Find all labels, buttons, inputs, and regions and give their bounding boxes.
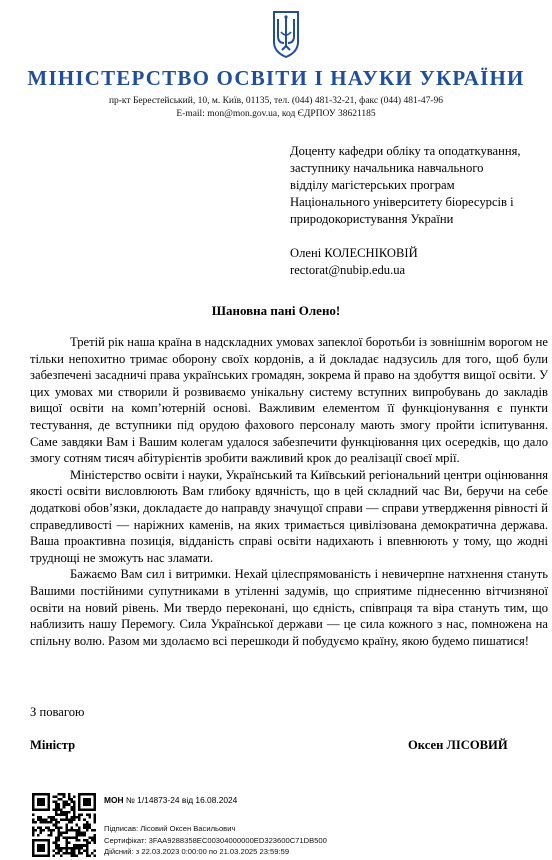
body-paragraph: Бажаємо Вам сил і витримки. Нехай цілеспрямованість і невичерпне натхнення стануть Вашими постійними супутниками в утіленні задумів, що сприятиме піднесенню вітчизняної освіти на новий рівень. Ми твердо переконані, що єдність, співпраця та віра стануть тим, що наблизить нашу Перемогу. Сила Української держави — це сила кожного з нас, помножена на спільну волю. Разом ми здолаємо всі перешкоди й побудуємо країну, якою будемо пишатися! xyxy=(30,567,548,648)
regards: З повагою xyxy=(30,705,85,719)
letter-body xyxy=(30,334,548,649)
qr-code-icon xyxy=(32,793,96,857)
recipient-email: rectorat@nubip.edu.ua xyxy=(290,263,406,277)
body-paragraph: Міністерство освіти і науки, Український та Київський регіональний центри оцінювання якості освіти висловлюють Вам глибоку вдячність, що в цей складний час Ви, беручи на себе додаткові обов’язки, докладаєте до направду значущої справи — справи утвердження рівності й справедливості — наріжних каменів, на яких тримається цивілізована демократична держава. Ваша проактивна позиція, відданість справі освіти надихають і впевнюють у тому, що жодні труднощі не зможуть нас зламати. xyxy=(30,467,548,565)
recipient-name: Олені КОЛЕСНІКОВІЙ xyxy=(290,246,418,260)
registration-number xyxy=(104,795,237,805)
recipient-block xyxy=(290,143,550,279)
digital-signature-block xyxy=(104,823,327,858)
signatory-title: Міністр xyxy=(30,738,76,752)
contact-line: E-mail: mon@mon.gov.ua, код ЄДРПОУ 38621185 xyxy=(176,109,376,119)
signed-by: Підписав: Лісовий Оксен Васильович xyxy=(104,824,236,833)
validity: Дійсний: з 22.03.2023 0:00:00 по 21.03.2025 23:59:59 xyxy=(104,847,290,856)
reg-number: № 1/14873-24 від 16.08.2024 xyxy=(125,795,238,805)
address-line: пр-кт Берестейський, 10, м. Київ, 01135, тел. (044) 481-32-21, факс (044) 481-47-96 xyxy=(108,96,444,106)
salutation: Шановна пані Олено! xyxy=(211,303,341,318)
ministry-name: МІНІСТЕРСТВО ОСВІТИ І НАУКИ УКРАЇНИ xyxy=(27,66,525,90)
trident-coat-of-arms-icon xyxy=(272,10,300,58)
recipient-line: заступнику начальника навчального xyxy=(290,161,484,175)
certificate: Сертифікат: 3FAA9288358EC00304000000ED323600C71DB500 xyxy=(104,835,327,845)
recipient-line: Доценту кафедри обліку та оподаткування, xyxy=(290,144,521,158)
body-paragraph: Третій рік наша країна в надскладних умовах запеклої боротьби із зовнішнім ворогом не тільки непохитно тримає оборону своїх кордонів, а й докладає надзусиль для того, щоб були забезпечені засадничі права українських громадян, зокрема й право на здобуття вищої освіти. У цих умовах ми створили й розвиваємо унікальну систему вступних випробувань до закладів вищої освіти на комп’ютерній основі. Важливим елементом її функціонування є пункти тестування, де вступники під орудою фахового персоналу мають змогу пройти іспитування. Саме завдяки Вам і Вашим колегам удалося забезпечити функціювання цих осередків, що дало змогу сотням тисяч абітурієнтів зробити важливий крок до реалізації своєї мрії. xyxy=(30,335,548,466)
org-code: МОН xyxy=(104,795,124,805)
recipient-line: природокористування України xyxy=(290,212,454,226)
signatory-name: Оксен ЛІСОВИЙ xyxy=(408,738,508,752)
recipient-line: Національного університету біоресурсів і xyxy=(290,195,514,209)
recipient-line: відділу магістерських програм xyxy=(290,178,455,192)
